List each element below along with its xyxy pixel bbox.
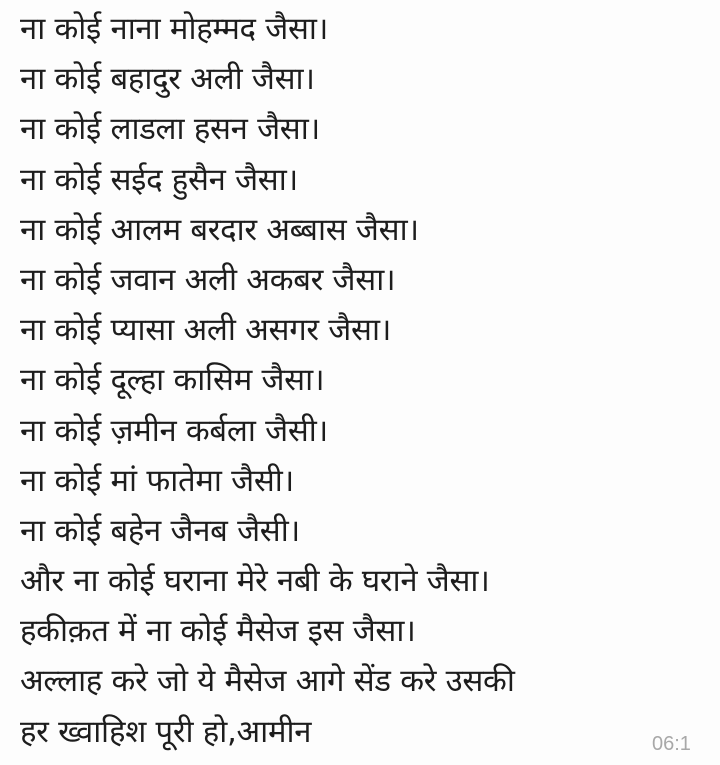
message-line: ना कोई लाडला हसन जैसा। xyxy=(20,111,320,148)
message-line: और ना कोई घराना मेरे नबी के घराने जैसा। xyxy=(20,563,490,600)
message-line: अल्लाह करे जो ये मैसेज आगे सेंड करे उसकी xyxy=(20,663,515,700)
message-line: ना कोई आलम बरदार अब्बास जैसा। xyxy=(20,211,419,248)
message-line: ना कोई बहेन जैनब जैसी। xyxy=(20,512,300,549)
message-line: हर ख्वाहिश पूरी हो,आमीन xyxy=(20,713,312,750)
message-line: ना कोई नाना मोहम्मद जैसा। xyxy=(20,11,329,47)
message-line: ना कोई ज़मीन कर्बला जैसी। xyxy=(20,412,328,449)
message-timestamp: 06:1 xyxy=(652,733,691,755)
message-line: ना कोई जवान अली अकबर जैसा। xyxy=(20,261,396,298)
message-line: ना कोई बहादुर अली जैसा। xyxy=(20,61,315,98)
message-line: ना कोई प्यासा अली असगर जैसा। xyxy=(20,312,392,349)
message-text xyxy=(20,4,710,757)
message-line: हकीक़त में ना कोई मैसेज इस जैसा। xyxy=(20,613,416,650)
message-line: ना कोई मां फातेमा जैसी। xyxy=(20,462,294,499)
message-line: ना कोई दूल्हा कासिम जैसा। xyxy=(20,362,325,399)
message-line: ना कोई सईद हुसैन जैसा। xyxy=(20,161,298,198)
